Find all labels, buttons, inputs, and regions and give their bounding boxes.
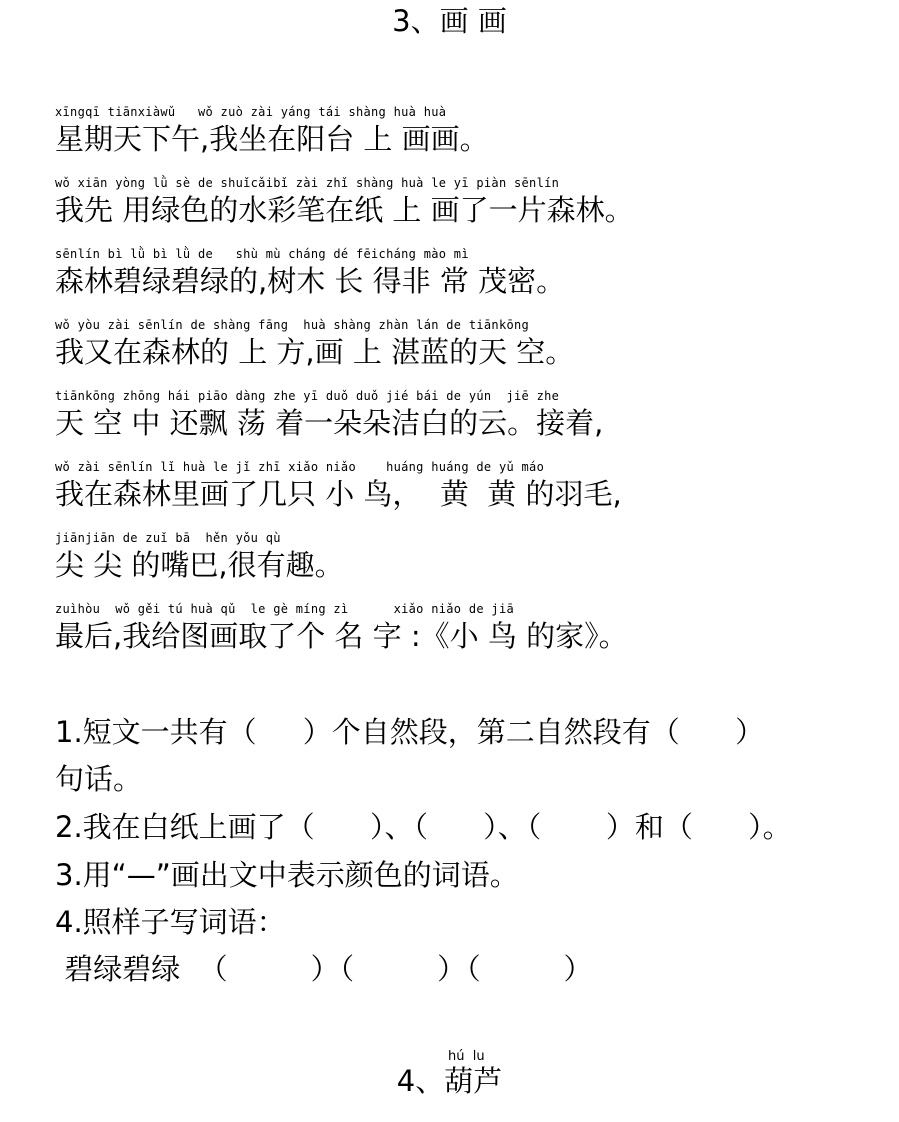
question-1-cont: 句话。 [55,762,143,796]
question-3: 3.用“—”画出文中表示颜色的词语。 [55,858,519,892]
pinyin-line: wǒ yòu zài sēnlín de shàng fāng huà shàng zhàn lán de tiānkōng [55,318,530,332]
question-2: 2.我在白纸上画了（ ）、（ ）、（ ）和（ ）。 [55,810,792,844]
text-line: 星期天下午,我坐在阳台 上 画画。 [55,122,489,156]
pinyin-line: sēnlín bì lǜ bì lǜ de shù mù cháng dé fēicháng mào mì [55,247,469,261]
pinyin-line: xīngqī tiānxiàwǔ wǒ zuò zài yáng tái shàng huà huà [55,105,447,119]
pinyin-line: wǒ xiān yòng lǜ sè de shuǐcǎibǐ zài zhǐ shàng huà le yī piàn sēnlín [55,176,560,190]
page-title-2: 4、葫芦 [396,1064,503,1098]
text-line: 我在森林里画了几只 小 鸟， 黄 黄 的羽毛, [55,477,622,511]
title-2-pinyin: hú lu [448,1049,485,1064]
text-line: 森林碧绿碧绿的,树木 长 得非 常 茂密。 [55,264,566,298]
text-line: 我又在森林的 上 方,画 上 湛蓝的天 空。 [55,335,575,369]
pinyin-line: zuìhòu wǒ gěi tú huà qǔ le gè míng zì xiǎo niǎo de jiā [55,602,515,616]
text-line: 最后,我给图画取了个 名 字 :《小 鸟 的家》。 [55,619,628,653]
page-title-1: 3、画 画 [392,4,507,38]
text-line: 天 空 中 还飘 荡 着一朵朵洁白的云。接着, [55,406,604,440]
pinyin-line: wǒ zài sēnlín lǐ huà le jǐ zhī xiǎo niǎo huáng huáng de yǔ máo [55,460,545,474]
pinyin-line: tiānkōng zhōng hái piāo dàng zhe yī duǒ duǒ jié bái de yún jiē zhe [55,389,560,403]
text-line: 尖 尖 的嘴巴,很有趣。 [55,548,344,582]
question-4: 4.照样子写词语： [55,905,286,939]
pinyin-line: jiānjiān de zuǐ bā hěn yǒu qù [55,531,281,545]
question-1: 1.短文一共有（ ）个自然段，第二自然段有（ ） [55,715,765,749]
question-4-example: 碧绿碧绿 （ ）（ ）（ ） [55,952,593,986]
text-line: 我先 用绿色的水彩笔在纸 上 画了一片森林。 [55,193,634,227]
